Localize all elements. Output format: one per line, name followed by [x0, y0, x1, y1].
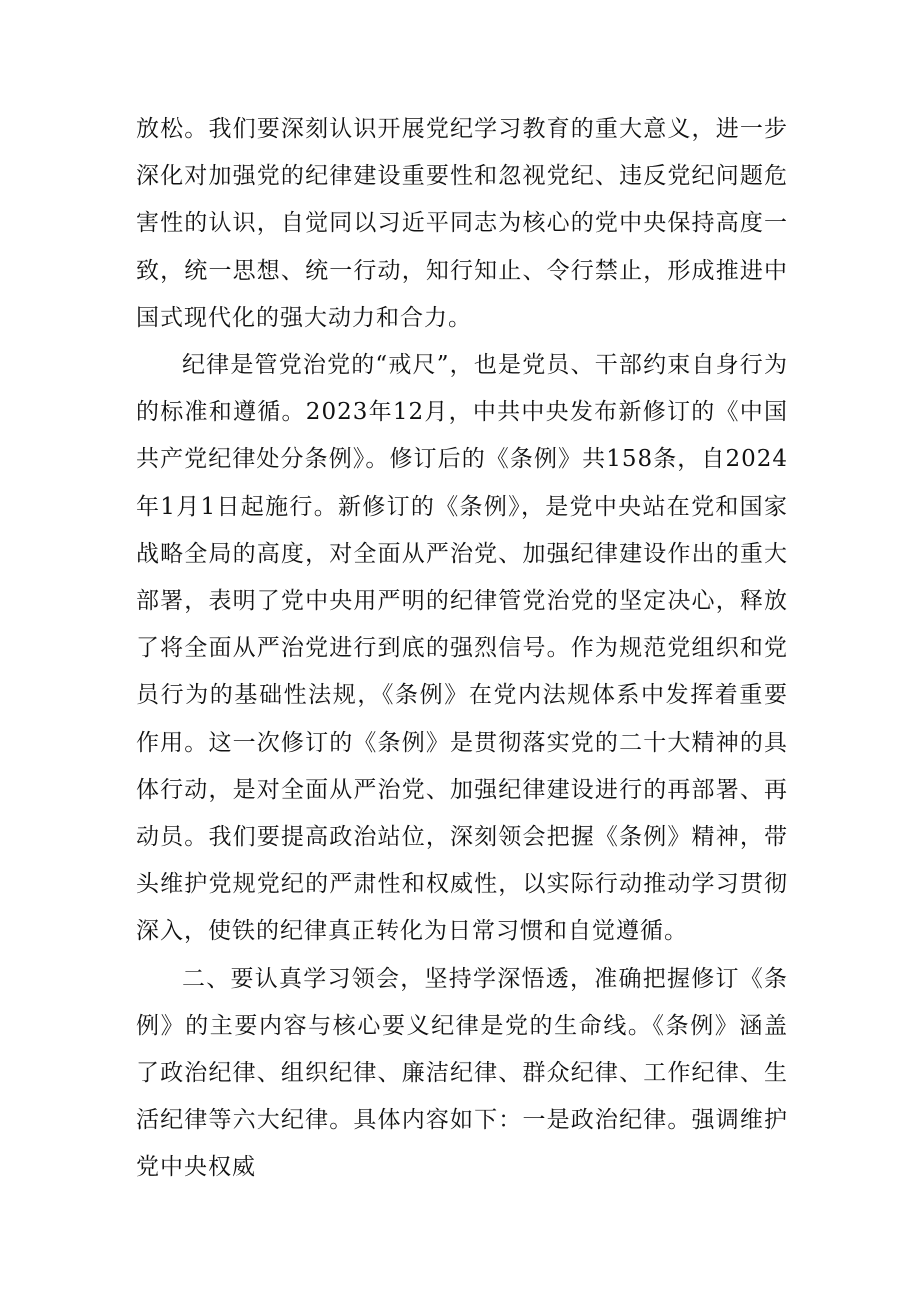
paragraph-discipline-regulations: 纪律是管党治党的“戒尺”，也是党员、干部约束自身行为的标准和遵循。2023年12月，中共中央发布新修订的《中国共产党纪律处分条例》。修订后的《条例》共158条，自2024年1月1日起施行。新修订的《条例》，是党中央站在党和国家战略全局的高度，对全面从严治党、加强纪律建设作出的重大部署，表明了党中央用严明的纪律管党治党的坚定决心，释放了将全面从严治党进行到底的强烈信号。作为规范党组织和党员行为的基础性法规，《条例》在党内法规体系中发挥着重要作用。这一次修订的《条例》是贯彻落实党的二十大精神的具体行动，是对全面从严治党、加强纪律建设进行的再部署、再动员。我们要提高政治站位，深刻领会把握《条例》精神，带头维护党规党纪的严肃性和权威性，以实际行动推动学习贯彻深入，使铁的纪律真正转化为日常习惯和自觉遵循。	[136, 352, 788, 945]
document-body	[136, 106, 788, 1192]
paragraph-continuation: 放松。我们要深刻认识开展党纪学习教育的重大意义，进一步深化对加强党的纪律建设重要性和忽视党纪、违反党纪问题危害性的认识，自觉同以习近平同志为核心的党中央保持高度一致，统一思想、统一行动，知行知止、令行禁止，形成推进中国式现代化的强大动力和合力。	[136, 116, 788, 331]
paragraph-section-two: 二、要认真学习领会，坚持学深悟透，准确把握修订《条例》的主要内容与核心要义纪律是党的生命线。《条例》涵盖了政治纪律、组织纪律、廉洁纪律、群众纪律、工作纪律、生活纪律等六大纪律。具体内容如下：一是政治纪律。强调维护党中央权威	[136, 965, 788, 1181]
